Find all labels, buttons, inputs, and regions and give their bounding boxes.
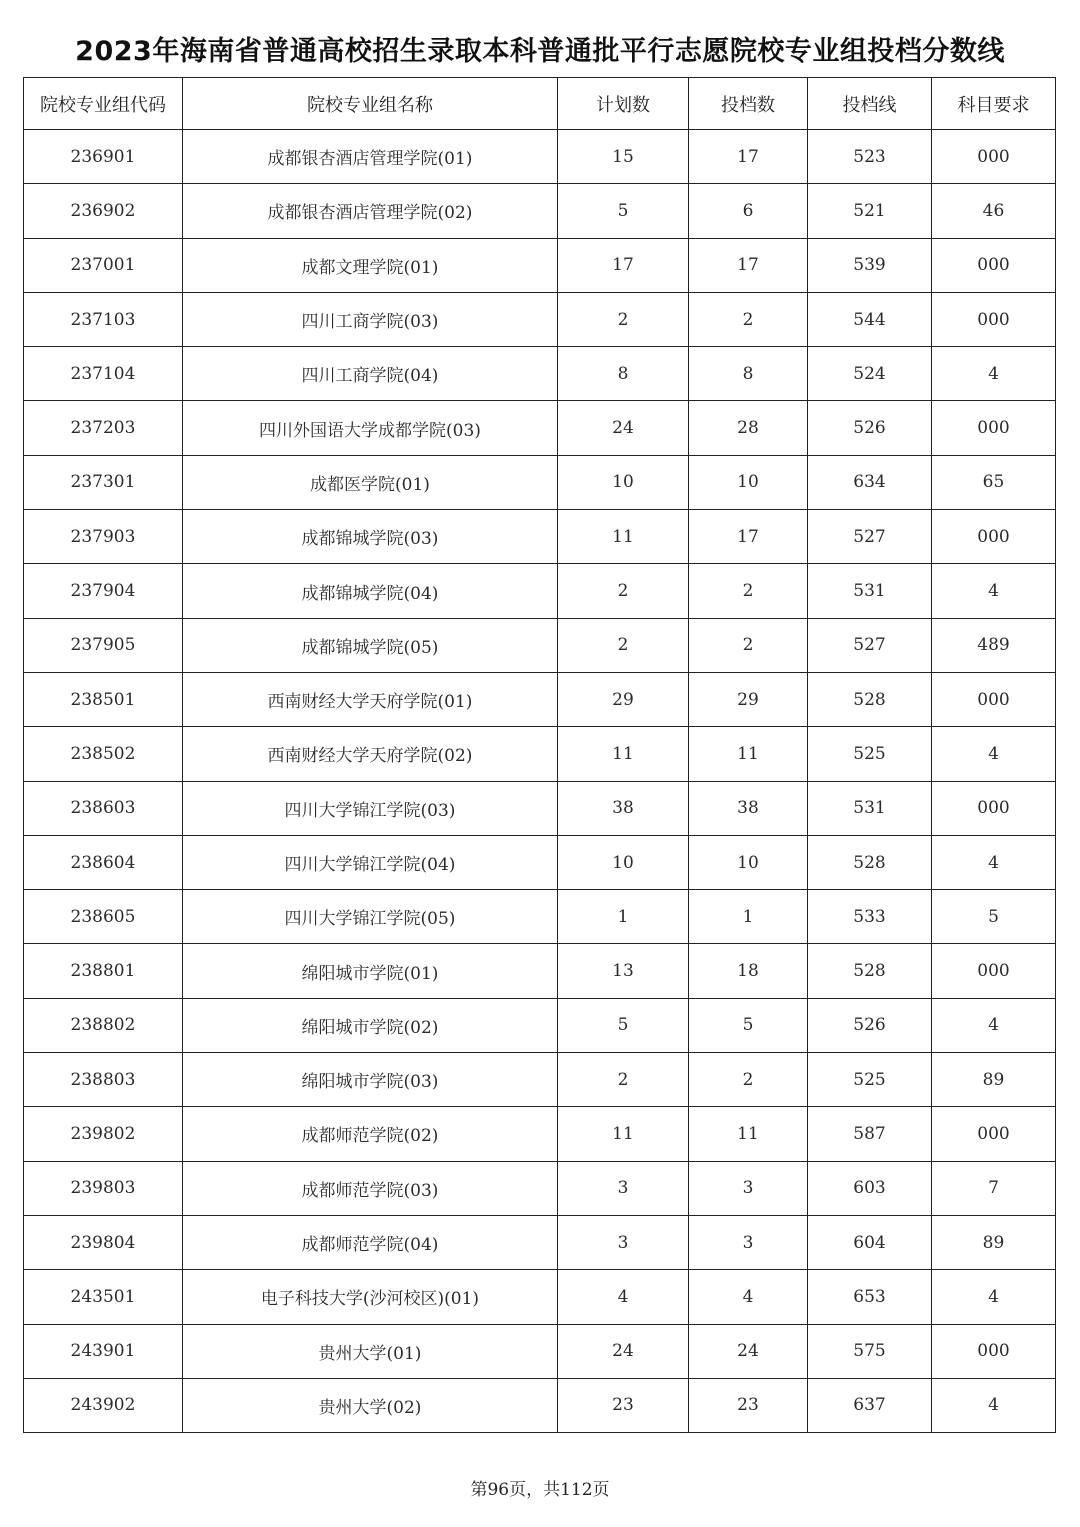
cell-cutoff-score: 528 bbox=[808, 672, 932, 726]
cell-cutoff-score: 526 bbox=[808, 401, 932, 455]
cell-group-name: 四川工商学院(04) bbox=[183, 347, 558, 401]
header-group-name: 院校专业组名称 bbox=[183, 78, 558, 130]
cell-subject-requirement: 89 bbox=[932, 1053, 1056, 1107]
table-row bbox=[24, 1215, 1056, 1269]
cell-group-name: 绵阳城市学院(02) bbox=[183, 998, 558, 1052]
cell-group-name: 绵阳城市学院(01) bbox=[183, 944, 558, 998]
table-row bbox=[24, 238, 1056, 292]
cell-plan-count: 3 bbox=[558, 1161, 689, 1215]
table-row bbox=[24, 727, 1056, 781]
cell-subject-requirement: 4 bbox=[932, 998, 1056, 1052]
cell-plan-count: 13 bbox=[558, 944, 689, 998]
cell-cutoff-score: 521 bbox=[808, 184, 932, 238]
cell-filed-count: 4 bbox=[689, 1270, 808, 1324]
cell-group-code: 239802 bbox=[24, 1107, 183, 1161]
cell-group-code: 238501 bbox=[24, 672, 183, 726]
header-plan-count: 计划数 bbox=[558, 78, 689, 130]
cell-group-code: 238502 bbox=[24, 727, 183, 781]
cell-cutoff-score: 533 bbox=[808, 890, 932, 944]
cell-group-code: 237103 bbox=[24, 292, 183, 346]
cell-group-code: 237203 bbox=[24, 401, 183, 455]
cell-cutoff-score: 575 bbox=[808, 1324, 932, 1378]
table-row bbox=[24, 1053, 1056, 1107]
cell-cutoff-score: 527 bbox=[808, 510, 932, 564]
cell-plan-count: 4 bbox=[558, 1270, 689, 1324]
cell-group-code: 237301 bbox=[24, 455, 183, 509]
cell-plan-count: 3 bbox=[558, 1215, 689, 1269]
cell-subject-requirement: 4 bbox=[932, 347, 1056, 401]
table-header-row bbox=[24, 78, 1056, 130]
header-group-code: 院校专业组代码 bbox=[24, 78, 183, 130]
cell-plan-count: 11 bbox=[558, 510, 689, 564]
cell-group-name: 贵州大学(01) bbox=[183, 1324, 558, 1378]
cell-cutoff-score: 637 bbox=[808, 1378, 932, 1432]
cell-cutoff-score: 604 bbox=[808, 1215, 932, 1269]
table-row bbox=[24, 618, 1056, 672]
cell-plan-count: 11 bbox=[558, 1107, 689, 1161]
cell-group-code: 238803 bbox=[24, 1053, 183, 1107]
cell-filed-count: 2 bbox=[689, 564, 808, 618]
cell-subject-requirement: 4 bbox=[932, 1378, 1056, 1432]
cell-group-name: 四川大学锦江学院(03) bbox=[183, 781, 558, 835]
score-table bbox=[23, 77, 1056, 1433]
cell-plan-count: 11 bbox=[558, 727, 689, 781]
cell-subject-requirement: 000 bbox=[932, 292, 1056, 346]
header-subject-requirement: 科目要求 bbox=[932, 78, 1056, 130]
cell-subject-requirement: 4 bbox=[932, 835, 1056, 889]
cell-subject-requirement: 5 bbox=[932, 890, 1056, 944]
header-cutoff-score: 投档线 bbox=[808, 78, 932, 130]
cell-filed-count: 23 bbox=[689, 1378, 808, 1432]
cell-plan-count: 1 bbox=[558, 890, 689, 944]
table-row bbox=[24, 1270, 1056, 1324]
table-row bbox=[24, 130, 1056, 184]
table-row bbox=[24, 781, 1056, 835]
table-row bbox=[24, 1378, 1056, 1432]
cell-plan-count: 2 bbox=[558, 292, 689, 346]
cell-group-code: 239804 bbox=[24, 1215, 183, 1269]
cell-cutoff-score: 524 bbox=[808, 347, 932, 401]
cell-cutoff-score: 525 bbox=[808, 1053, 932, 1107]
cell-group-code: 236901 bbox=[24, 130, 183, 184]
cell-filed-count: 10 bbox=[689, 455, 808, 509]
cell-plan-count: 24 bbox=[558, 401, 689, 455]
cell-filed-count: 3 bbox=[689, 1215, 808, 1269]
cell-group-code: 243501 bbox=[24, 1270, 183, 1324]
cell-plan-count: 10 bbox=[558, 835, 689, 889]
cell-group-code: 239803 bbox=[24, 1161, 183, 1215]
cell-group-name: 成都师范学院(04) bbox=[183, 1215, 558, 1269]
cell-filed-count: 24 bbox=[689, 1324, 808, 1378]
table-row bbox=[24, 1161, 1056, 1215]
cell-group-name: 四川大学锦江学院(04) bbox=[183, 835, 558, 889]
cell-filed-count: 38 bbox=[689, 781, 808, 835]
cell-filed-count: 3 bbox=[689, 1161, 808, 1215]
cell-group-code: 238802 bbox=[24, 998, 183, 1052]
cell-filed-count: 5 bbox=[689, 998, 808, 1052]
table-row bbox=[24, 890, 1056, 944]
cell-filed-count: 6 bbox=[689, 184, 808, 238]
cell-filed-count: 8 bbox=[689, 347, 808, 401]
cell-cutoff-score: 587 bbox=[808, 1107, 932, 1161]
cell-filed-count: 29 bbox=[689, 672, 808, 726]
cell-group-name: 成都锦城学院(04) bbox=[183, 564, 558, 618]
cell-subject-requirement: 4 bbox=[932, 727, 1056, 781]
cell-group-name: 四川大学锦江学院(05) bbox=[183, 890, 558, 944]
cell-subject-requirement: 65 bbox=[932, 455, 1056, 509]
cell-group-name: 贵州大学(02) bbox=[183, 1378, 558, 1432]
cell-group-code: 237104 bbox=[24, 347, 183, 401]
table-row bbox=[24, 184, 1056, 238]
cell-cutoff-score: 544 bbox=[808, 292, 932, 346]
cell-plan-count: 2 bbox=[558, 564, 689, 618]
cell-cutoff-score: 526 bbox=[808, 998, 932, 1052]
cell-group-code: 238801 bbox=[24, 944, 183, 998]
cell-plan-count: 8 bbox=[558, 347, 689, 401]
cell-filed-count: 2 bbox=[689, 1053, 808, 1107]
cell-filed-count: 1 bbox=[689, 890, 808, 944]
cell-group-name: 成都银杏酒店管理学院(01) bbox=[183, 130, 558, 184]
cell-subject-requirement: 89 bbox=[932, 1215, 1056, 1269]
cell-group-name: 西南财经大学天府学院(02) bbox=[183, 727, 558, 781]
cell-subject-requirement: 000 bbox=[932, 130, 1056, 184]
cell-filed-count: 10 bbox=[689, 835, 808, 889]
cell-group-name: 电子科技大学(沙河校区)(01) bbox=[183, 1270, 558, 1324]
cell-subject-requirement: 7 bbox=[932, 1161, 1056, 1215]
cell-group-code: 243902 bbox=[24, 1378, 183, 1432]
cell-plan-count: 10 bbox=[558, 455, 689, 509]
table-row bbox=[24, 1107, 1056, 1161]
table-body bbox=[24, 130, 1056, 1433]
cell-group-code: 238605 bbox=[24, 890, 183, 944]
cell-group-name: 成都文理学院(01) bbox=[183, 238, 558, 292]
cell-cutoff-score: 528 bbox=[808, 835, 932, 889]
table-row bbox=[24, 510, 1056, 564]
cell-subject-requirement: 000 bbox=[932, 672, 1056, 726]
cell-subject-requirement: 4 bbox=[932, 564, 1056, 618]
cell-filed-count: 17 bbox=[689, 238, 808, 292]
cell-plan-count: 29 bbox=[558, 672, 689, 726]
page-footer: 第96页，共112页 bbox=[470, 1480, 610, 1500]
cell-plan-count: 24 bbox=[558, 1324, 689, 1378]
cell-group-name: 成都医学院(01) bbox=[183, 455, 558, 509]
cell-plan-count: 23 bbox=[558, 1378, 689, 1432]
cell-subject-requirement: 46 bbox=[932, 184, 1056, 238]
page-title: 2023年海南省普通高校招生录取本科普通批平行志愿院校专业组投档分数线 bbox=[75, 36, 1005, 67]
cell-cutoff-score: 603 bbox=[808, 1161, 932, 1215]
cell-group-name: 四川外国语大学成都学院(03) bbox=[183, 401, 558, 455]
cell-group-code: 243901 bbox=[24, 1324, 183, 1378]
cell-filed-count: 2 bbox=[689, 292, 808, 346]
cell-group-code: 237904 bbox=[24, 564, 183, 618]
cell-plan-count: 17 bbox=[558, 238, 689, 292]
cell-group-code: 238604 bbox=[24, 835, 183, 889]
cell-subject-requirement: 489 bbox=[932, 618, 1056, 672]
cell-subject-requirement: 000 bbox=[932, 1324, 1056, 1378]
cell-subject-requirement: 000 bbox=[932, 238, 1056, 292]
cell-plan-count: 5 bbox=[558, 184, 689, 238]
cell-subject-requirement: 000 bbox=[932, 510, 1056, 564]
table-row bbox=[24, 944, 1056, 998]
cell-subject-requirement: 000 bbox=[932, 944, 1056, 998]
cell-subject-requirement: 000 bbox=[932, 781, 1056, 835]
cell-subject-requirement: 000 bbox=[932, 401, 1056, 455]
cell-group-code: 236902 bbox=[24, 184, 183, 238]
cell-cutoff-score: 531 bbox=[808, 781, 932, 835]
table-row bbox=[24, 564, 1056, 618]
cell-group-name: 成都锦城学院(03) bbox=[183, 510, 558, 564]
cell-filed-count: 28 bbox=[689, 401, 808, 455]
cell-group-code: 237001 bbox=[24, 238, 183, 292]
cell-group-name: 成都锦城学院(05) bbox=[183, 618, 558, 672]
table-row bbox=[24, 347, 1056, 401]
cell-cutoff-score: 527 bbox=[808, 618, 932, 672]
cell-cutoff-score: 523 bbox=[808, 130, 932, 184]
cell-group-code: 237903 bbox=[24, 510, 183, 564]
table-row bbox=[24, 455, 1056, 509]
header-filed-count: 投档数 bbox=[689, 78, 808, 130]
cell-cutoff-score: 531 bbox=[808, 564, 932, 618]
cell-plan-count: 5 bbox=[558, 998, 689, 1052]
cell-group-name: 成都师范学院(02) bbox=[183, 1107, 558, 1161]
cell-plan-count: 15 bbox=[558, 130, 689, 184]
cell-cutoff-score: 528 bbox=[808, 944, 932, 998]
cell-group-code: 238603 bbox=[24, 781, 183, 835]
cell-subject-requirement: 4 bbox=[932, 1270, 1056, 1324]
cell-filed-count: 11 bbox=[689, 727, 808, 781]
cell-filed-count: 17 bbox=[689, 510, 808, 564]
cell-filed-count: 17 bbox=[689, 130, 808, 184]
table-row bbox=[24, 672, 1056, 726]
table-row bbox=[24, 835, 1056, 889]
cell-cutoff-score: 539 bbox=[808, 238, 932, 292]
cell-subject-requirement: 000 bbox=[932, 1107, 1056, 1161]
cell-cutoff-score: 525 bbox=[808, 727, 932, 781]
table-row bbox=[24, 998, 1056, 1052]
cell-filed-count: 2 bbox=[689, 618, 808, 672]
cell-group-name: 成都银杏酒店管理学院(02) bbox=[183, 184, 558, 238]
cell-plan-count: 38 bbox=[558, 781, 689, 835]
cell-group-code: 237905 bbox=[24, 618, 183, 672]
cell-plan-count: 2 bbox=[558, 618, 689, 672]
cell-filed-count: 18 bbox=[689, 944, 808, 998]
cell-group-name: 绵阳城市学院(03) bbox=[183, 1053, 558, 1107]
cell-group-name: 四川工商学院(03) bbox=[183, 292, 558, 346]
cell-plan-count: 2 bbox=[558, 1053, 689, 1107]
cell-cutoff-score: 634 bbox=[808, 455, 932, 509]
cell-group-name: 成都师范学院(03) bbox=[183, 1161, 558, 1215]
table-row bbox=[24, 1324, 1056, 1378]
table-row bbox=[24, 401, 1056, 455]
cell-group-name: 西南财经大学天府学院(01) bbox=[183, 672, 558, 726]
cell-filed-count: 11 bbox=[689, 1107, 808, 1161]
cell-cutoff-score: 653 bbox=[808, 1270, 932, 1324]
table-row bbox=[24, 292, 1056, 346]
